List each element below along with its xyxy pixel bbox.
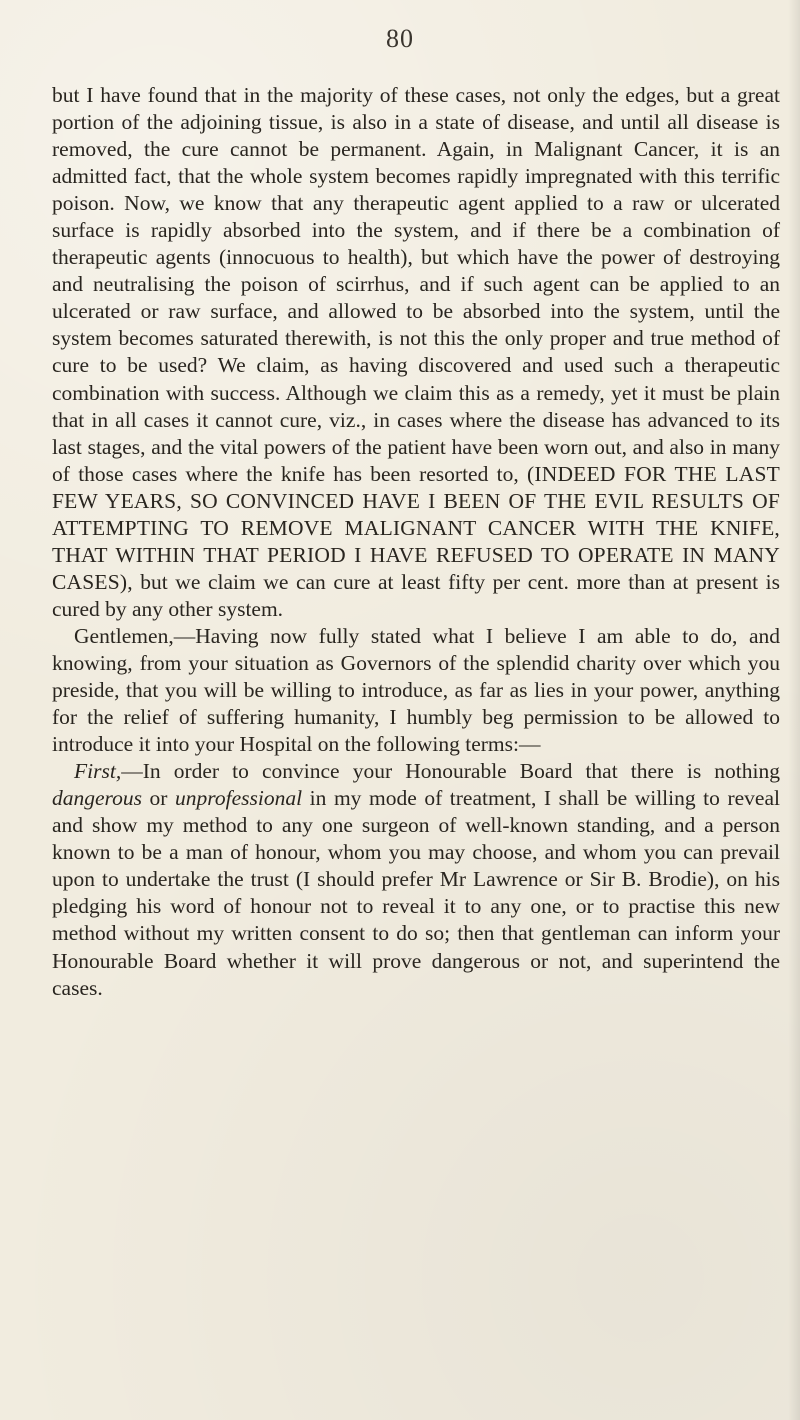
paragraph-1 [52,82,780,623]
body-text [52,82,780,1002]
paragraph-2 [52,623,780,758]
page-edge-shadow [788,0,800,1420]
paragraph-1-text-before: but I have found that in the majority of these cases, not only the edges, but a great portion of the adjoining tissue, is also in a state of disease, and until all disease is removed, the cure cannot be permanent. Again, in Malignant Cancer, it is an admitted fact, that the whole system becomes rapidly impregnated with this terrific poison. Now, we know that any therapeutic agent applied to a raw or ulcerated surface is rapidly absorbed into the system, and if there be a combination of therapeutic agents (innocuous to health), but which have the power of destroying and neutralising the poison of scirrhus, and if such agent can be applied to an ulcerated or raw surface, and allowed to be absorbed into the system, until the system becomes saturated therewith, is not this the only proper and true method of cure to be used? We claim, as having discovered and used such a therapeutic combination with success. Although we claim this as a remedy, yet it must be plain that in all cases it cannot cure, viz., in cases where the disease has advanced to its last stages, and the vital powers of the patient have been worn out, and also in many of those cases where the knife has been resorted to, [52,83,780,486]
paragraph-1-caps-emphasis: (INDEED FOR THE LAST FEW YEARS, SO CONVINCED HAVE I BEEN OF THE EVIL RESULTS OF ATTEMPTING TO REMOVE MALIGNANT CANCER WITH THE KNIFE, THAT WITHIN THAT PERIOD I HAVE REFUSED TO OPERATE IN MANY CASES) [52,461,780,594]
paragraph-3 [52,758,780,1001]
paragraph-1-text-after: , but we claim we can cure at least fifty per cent. more than at present is cured by any other system. [52,569,780,621]
paragraph-2-text: Gentlemen,—Having now fully stated what I believe I am able to do, and knowing, from your situation as Governors of the splendid charity over which you preside, that you will be willing to introduce, as far as lies in your power, anything for the relief of suffering humanity, I humbly beg permission to be allowed to introduce it into your Hospital on the following terms:— [52,623,780,757]
page-number: 80 [386,24,414,53]
paragraph-3-text-3: in my mode of treatment, I shall be willing to reveal and show my method to any one surgeon of well-known standing, and a person known to be a man of honour, whom you may choose, and whom you can prevail upon to undertake the trust (I should prefer Mr Lawrence or Sir B. Brodie), on his pledging his word of honour not to reveal it to any one, or to practise this new method without my written consent to do so; then that gentleman can inform your Honourable Board whether it will prove dangerous or not, and superintend the cases. [52,786,780,1000]
paragraph-3-text-2: or [141,786,176,811]
paragraph-3-italic-dangerous: dangerous [52,786,142,811]
paragraph-3-lead: First, [74,759,122,784]
paragraph-3-text-1: —In order to convince your Honourable Board that there is nothing [121,759,780,784]
paragraph-3-italic-unprofessional: unprofessional [175,786,303,811]
